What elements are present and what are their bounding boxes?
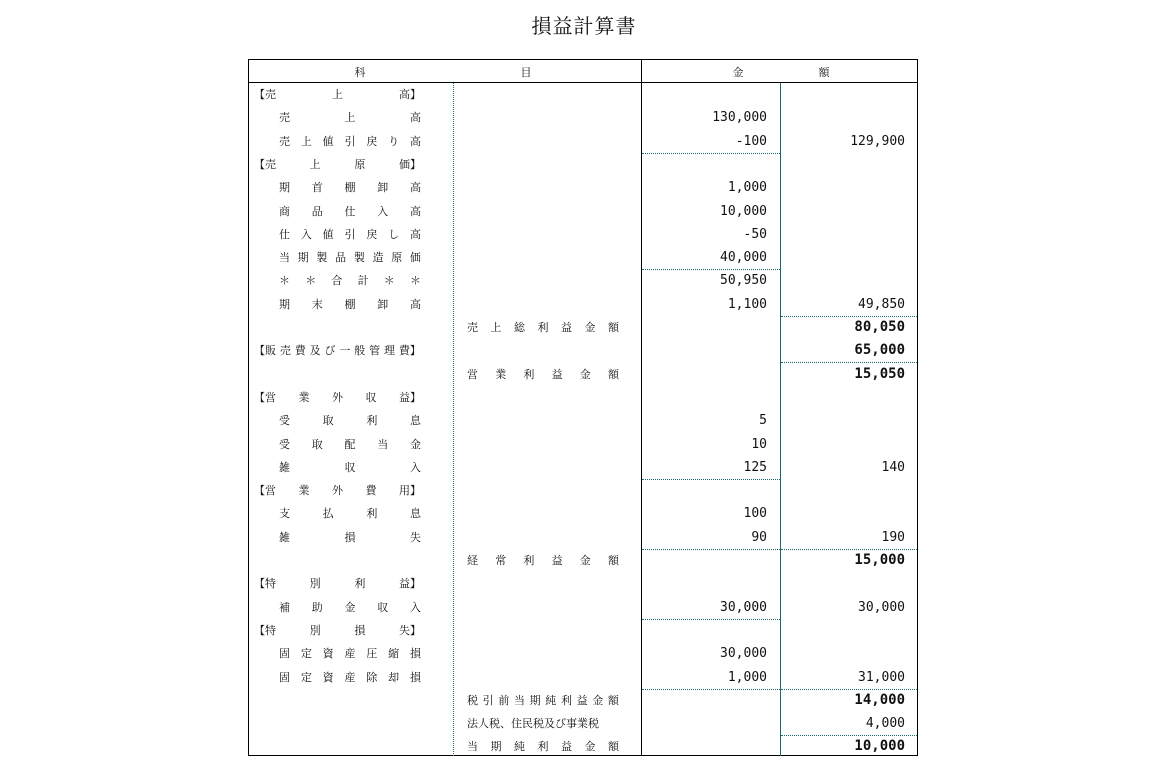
amount-detail: 30,000 [720,646,767,662]
account-label [254,339,421,362]
statement-row [249,200,917,223]
label-char: 別 [309,623,321,637]
label-char: 益 [561,321,572,334]
label-char: 取 [311,437,323,451]
account-label [254,619,421,642]
label-char: 当 [467,740,478,754]
label-char: 配 [344,437,356,451]
label-char: 理 [384,344,395,358]
label-char: 固 [279,670,290,684]
label-char: 損 [344,530,356,544]
label-char: 額 [607,367,619,381]
account-label [254,83,421,106]
account-label [279,526,421,549]
label-char: 上 [344,111,356,125]
statement-row [249,153,917,176]
label-char: 【売 [254,88,276,101]
label-char: 損 [409,647,421,661]
label-char: 及 [309,344,321,358]
label-char: 益 [561,740,572,754]
label-char: 失】 [398,623,421,637]
label-char: 益 [551,367,563,381]
label-char: 引 [344,134,356,148]
label-char: 息 [409,507,421,521]
label-char: 入 [410,460,421,474]
label-char: 売 [279,344,291,358]
label-char: 造 [372,251,384,265]
amount-total: 30,000 [858,599,905,615]
amount-total: 4,000 [781,712,917,736]
label-char: 総 [514,321,525,334]
amount-detail: 10,000 [720,203,767,219]
label-char: 利 [354,577,366,591]
label-char: 利 [523,367,535,381]
amount-detail: 1,100 [727,296,767,312]
label-char: 原 [354,157,366,171]
label-char: 【売 [254,157,276,171]
label-char: 金 [410,437,421,451]
label-char: 引 [482,693,494,707]
label-char: 値 [322,227,334,241]
statement-row [249,479,917,502]
label-char: 金 [579,554,591,567]
amount-detail: 40,000 [642,246,780,270]
statement-row [249,130,917,153]
label-char: 金 [579,367,591,381]
label-char: 費】 [398,344,421,358]
label-char: 高 [410,297,421,311]
label-char: 雑 [279,460,290,474]
label-char: 息 [409,414,421,428]
label-char: 費 [294,344,306,358]
amount-detail: 5 [759,413,767,429]
label-char: 常 [495,554,507,567]
label-char: 支 [279,507,290,521]
label-char: 資 [322,647,334,661]
label-char: 収 [344,460,356,474]
label-char: 当 [377,437,389,451]
amount-detail: 125 [642,456,780,480]
label-char: 製 [353,251,365,265]
label-char: 前 [498,693,510,707]
account-label [279,666,421,689]
label-char: 払 [322,507,334,521]
label-char: 産 [344,647,356,661]
label-char: 利 [537,740,549,754]
amount-detail: -50 [743,226,767,242]
statement-row [249,712,917,735]
label-char: 値 [322,134,334,148]
label-char: 利 [523,554,535,567]
income-statement-table [248,59,918,756]
statement-row [249,83,917,106]
account-label [279,269,421,292]
label-char: 金 [344,600,356,614]
amount-detail: 1,000 [642,666,780,690]
label-char: 額 [608,740,619,754]
label-char: 業 [495,367,507,381]
label-char: 額 [607,554,619,567]
label-char: 高 [410,111,421,125]
statement-row [249,433,917,456]
label-char: 高 [410,204,421,218]
account-label [254,386,421,409]
statement-row [249,293,917,316]
label-char: 用】 [399,484,421,498]
label-char: 品 [311,204,323,218]
label-char: 引 [344,227,356,241]
subtotal-label [467,712,622,735]
amount-total: 190 [781,526,917,550]
account-label [279,176,421,199]
statement-row [249,456,917,479]
label-char: 除 [366,670,378,684]
statement-row [249,409,917,432]
label-char: 補 [279,600,290,614]
label-char: 製 [316,251,328,265]
label-char: 合 [331,274,343,288]
label-char: 末 [311,297,323,311]
label-char: 卸 [377,297,389,311]
statement-row [249,619,917,642]
label-char: 額 [608,321,619,334]
amount-detail: 100 [743,506,767,522]
amount-total: 10,000 [854,738,905,755]
label-char: 定 [300,670,312,684]
label-char: 価】 [398,157,421,171]
amount-detail: 30,000 [642,596,780,620]
statement-row [249,642,917,665]
statement-row [249,596,917,619]
label-char: 純 [514,740,525,754]
label-char: 却 [388,670,400,684]
account-label [279,200,421,223]
amount-detail: 90 [642,526,780,550]
label-char: 売 [467,321,478,334]
label-char: 上 [309,157,321,171]
label-char: 上 [332,88,343,101]
statement-row [249,339,917,362]
label-char: 売 [279,134,290,148]
subtotal-label [467,316,619,339]
label-char: 入 [410,600,421,614]
label-char: 収 [365,390,377,404]
label-char: 品 [335,251,347,265]
account-label [254,479,421,502]
amount-detail: 130,000 [712,110,767,126]
amount-detail: 50,950 [720,273,767,289]
label-char: 外 [332,484,343,498]
account-label [279,433,421,456]
label-char: 別 [309,577,321,591]
amount-detail: 1,000 [727,180,767,196]
label-char: 税 [467,693,478,707]
label-char: 仕 [344,204,356,218]
label-char: 入 [300,227,312,241]
amount-total: 49,850 [781,293,917,317]
account-label [279,223,421,246]
label-char: 法人税、住民税及び事業税 [467,717,599,731]
statement-row [249,549,917,572]
account-label [279,642,421,665]
subtotal-label [467,549,619,572]
label-char: 定 [300,647,312,661]
statement-row [249,572,917,595]
statement-row [249,526,917,549]
amount-total: 65,000 [781,339,917,363]
amount-total: 14,000 [854,691,905,708]
label-char: 産 [344,670,356,684]
label-char: 損 [354,623,366,637]
account-label [254,153,421,176]
label-char: 外 [332,390,343,404]
label-char: 売 [279,111,290,125]
account-label [279,106,421,129]
label-char: ＊ [409,274,421,288]
header-amount-right: 額 [818,66,830,79]
label-char: 固 [279,647,290,661]
label-char: 【特 [254,577,276,591]
amount-detail: -100 [642,130,780,154]
label-char: し [388,227,400,241]
amount-total: 15,050 [854,365,905,382]
statement-row [249,176,917,199]
account-label [279,596,421,619]
label-char: 管 [369,344,381,358]
label-char: 金 [584,740,596,754]
label-char: 商 [279,204,290,218]
statement-row [249,363,917,386]
label-char: 当 [513,693,525,707]
label-char: 圧 [366,647,378,661]
label-char: 価 [409,251,421,265]
label-char: 上 [300,134,312,148]
label-char: 受 [279,437,290,451]
label-char: 卸 [377,181,389,195]
label-char: 利 [560,693,572,707]
label-char: 純 [545,693,557,707]
account-label [279,502,421,525]
label-char: 益 [551,554,563,567]
label-char: 業 [298,484,310,498]
statement-row [249,386,917,409]
label-char: 上 [490,321,502,334]
amount-total: 15,000 [854,552,905,568]
label-char: 利 [366,414,378,428]
label-char: 【営 [254,484,276,498]
label-char: 一 [339,344,351,358]
label-char: 益】 [398,577,421,591]
page-title: 損益計算書 [531,14,637,38]
account-label [279,409,421,432]
label-char: 期 [279,297,290,311]
label-char: り [388,134,400,148]
label-char: 資 [322,670,334,684]
label-char: び [324,344,336,358]
header-amount-left: 金 [732,66,744,79]
subtotal-label [467,735,619,758]
label-char: 高 [410,181,421,195]
amount-total: 31,000 [781,666,917,690]
header-subject-right: 目 [520,66,532,79]
label-char: 利 [366,507,378,521]
label-char: 高 [409,134,421,148]
account-label [279,130,421,153]
label-char: 失 [410,530,421,544]
statement-row [249,316,917,339]
label-char: 期 [279,181,290,195]
label-char: 利 [537,321,549,334]
account-label [254,572,421,595]
label-char: 額 [607,693,619,707]
subtotal-label [467,689,619,712]
label-char: 【特 [254,623,276,637]
label-char: 取 [322,414,334,428]
label-char: 【販 [254,344,276,358]
label-char: 当 [279,251,290,265]
label-char: 首 [311,181,323,195]
label-char: 業 [298,390,310,404]
label-char: 営 [467,367,478,381]
label-char: ＊ [305,274,317,288]
label-char: 【営 [254,390,276,404]
account-label [279,456,421,479]
label-char: 助 [311,600,323,614]
label-char: 期 [490,740,502,754]
subtotal-label [467,363,619,386]
statement-row [249,502,917,525]
statement-row [249,735,917,758]
label-char: ＊ [383,274,395,288]
header-subject-left: 科 [354,66,366,79]
label-char: 戻 [366,227,378,241]
statement-row [249,666,917,689]
statement-row [249,106,917,129]
label-char: 益 [576,693,588,707]
label-char: 般 [354,344,366,358]
amount-total: 80,050 [854,319,905,335]
label-char: 計 [357,274,369,288]
label-char: 収 [377,600,389,614]
label-char: 期 [297,251,309,265]
amount-detail: 10 [751,436,767,452]
label-char: 高 [409,227,421,241]
label-char: 縮 [388,647,400,661]
statement-row [249,246,917,269]
label-char: 原 [391,251,403,265]
statement-row [249,689,917,712]
statement-row [249,223,917,246]
label-char: 雑 [279,530,290,544]
label-char: 益】 [399,390,421,404]
label-char: 金 [592,693,604,707]
label-char: 損 [409,670,421,684]
label-char: 費 [365,484,377,498]
amount-total: 129,900 [850,133,905,149]
label-char: 経 [467,554,478,567]
account-label [279,246,421,269]
label-char: 棚 [344,181,356,195]
label-char: 金 [584,321,596,334]
account-label [279,293,421,316]
label-char: 受 [279,414,290,428]
label-char: 棚 [344,297,356,311]
label-char: 入 [377,204,389,218]
label-char: ＊ [279,274,290,288]
label-char: 仕 [279,227,290,241]
statement-row [249,269,917,292]
amount-total: 140 [881,459,905,475]
label-char: 高】 [399,88,421,101]
label-char: 期 [529,693,541,707]
label-char: 戻 [366,134,378,148]
